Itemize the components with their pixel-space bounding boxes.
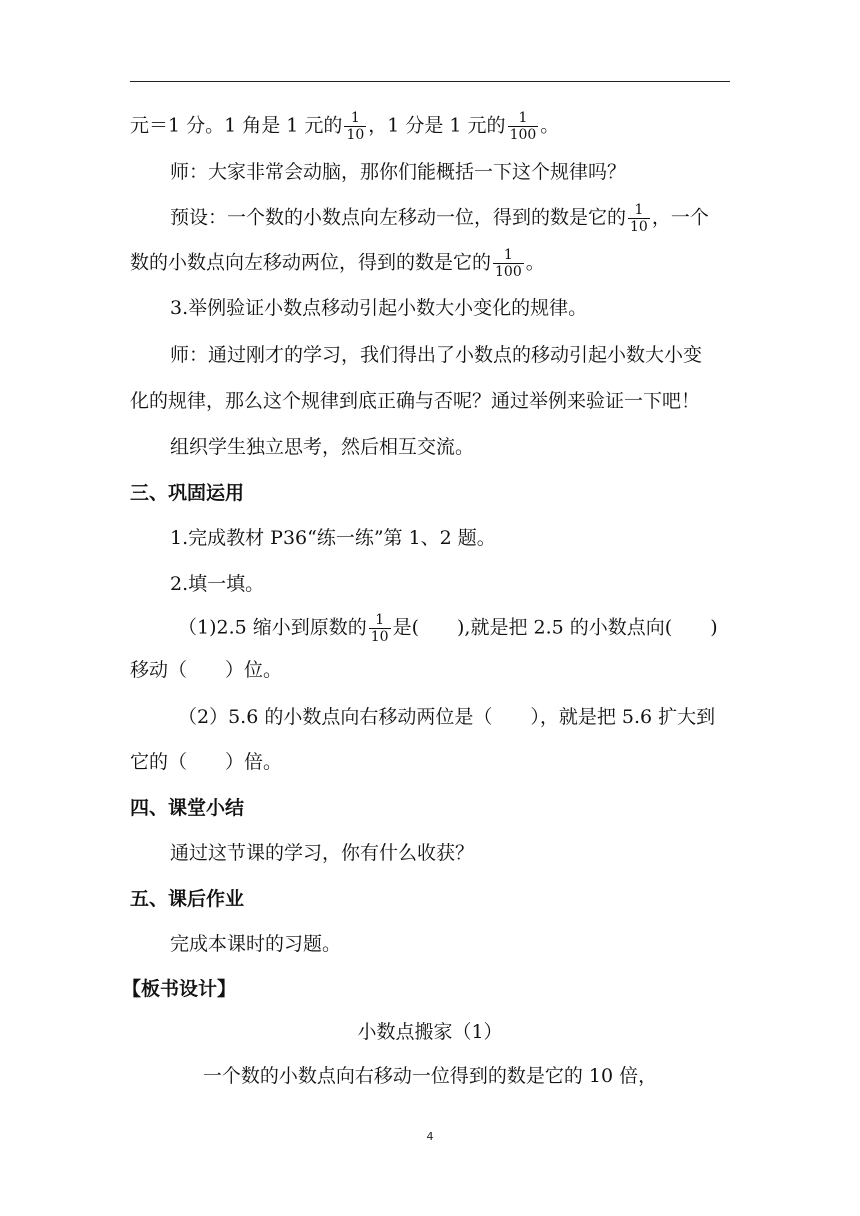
board-title: 小数点搬家（1）: [357, 1021, 503, 1043]
text-line: [170, 202, 770, 235]
text-segment: （2）5.6 的小数点向右移动两位是（: [178, 706, 493, 728]
section-item: 3.举例验证小数点移动引起小数大小变化的规律。: [170, 297, 588, 319]
text-segment: 它的（: [130, 751, 188, 773]
fraction: [508, 110, 539, 143]
text-segment: 移动（: [130, 659, 188, 681]
fraction-numerator: 1: [375, 612, 385, 628]
exercise-line: [178, 612, 778, 645]
text-segment: ）倍。: [225, 751, 283, 773]
text-line: 2.填一填。: [170, 573, 265, 595]
fraction-denominator: 10: [370, 629, 389, 645]
text-segment: 是(: [392, 616, 420, 639]
text-segment: ，1 分是 1 元的: [368, 114, 506, 137]
text-segment: ），就是把 5.6 扩大到: [530, 706, 716, 728]
fraction-numerator: 1: [503, 247, 513, 263]
header-rule: [130, 81, 730, 82]
text-line: [130, 247, 730, 280]
fraction-denominator: 10: [346, 127, 365, 143]
fraction-numerator: 1: [518, 110, 528, 126]
text-segment: ): [710, 616, 718, 639]
exercise-line: [130, 750, 730, 774]
exercise-line: [130, 658, 730, 682]
fraction-numerator: 1: [634, 202, 644, 218]
text-segment: （1)2.5 缩小到原数的: [178, 616, 367, 639]
text-segment: 数的小数点向左移动两位，得到的数是它的: [130, 251, 492, 274]
text-segment: ）位。: [225, 659, 283, 681]
section-heading: 四、课堂小结: [130, 797, 245, 819]
fraction: [628, 202, 650, 235]
text-line: 通过这节课的学习，你有什么收获？: [170, 842, 475, 864]
page-number: 4: [426, 1130, 434, 1143]
text-line: [130, 110, 730, 143]
fraction: [344, 110, 366, 143]
text-line: 师：大家非常会动脑，那你们能概括一下这个规律吗？: [170, 161, 627, 183]
fraction-numerator: 1: [350, 110, 360, 126]
board-line: 一个数的小数点向右移动一位得到的数是它的 10 倍，: [202, 1065, 658, 1087]
fraction-denominator: 10: [630, 219, 648, 235]
fraction-denominator: 100: [509, 127, 537, 143]
section-heading: 三、巩固运用: [130, 482, 245, 504]
text-segment: ，一个: [651, 206, 709, 229]
exercise-line: [178, 705, 778, 729]
section-heading: 五、课后作业: [130, 888, 245, 910]
text-line: 化的规律，那么这个规律到底正确与否呢？通过举例来验证一下吧！: [130, 390, 701, 412]
text-segment: 预设：一个数的小数点向左移动一位，得到的数是它的: [170, 206, 627, 229]
text-line: 1.完成教材 P36“练一练”第 1、2 题。: [170, 527, 496, 549]
text-line: 完成本课时的习题。: [170, 933, 342, 955]
fraction-denominator: 100: [495, 264, 522, 280]
text-segment: ),就是把 2.5 的小数点向(: [457, 616, 673, 639]
section-heading: 【板书设计】: [122, 978, 237, 1000]
text-segment: 。: [540, 114, 560, 137]
text-line: 组织学生独立思考，然后相互交流。: [170, 436, 475, 458]
text-line: 师：通过刚才的学习，我们得出了小数点的移动引起小数大小变: [170, 344, 703, 366]
text-segment: 元＝1 分。1 角是 1 元的: [130, 114, 343, 137]
fraction: [493, 247, 524, 280]
fraction: [369, 612, 391, 645]
text-segment: 。: [525, 251, 545, 274]
